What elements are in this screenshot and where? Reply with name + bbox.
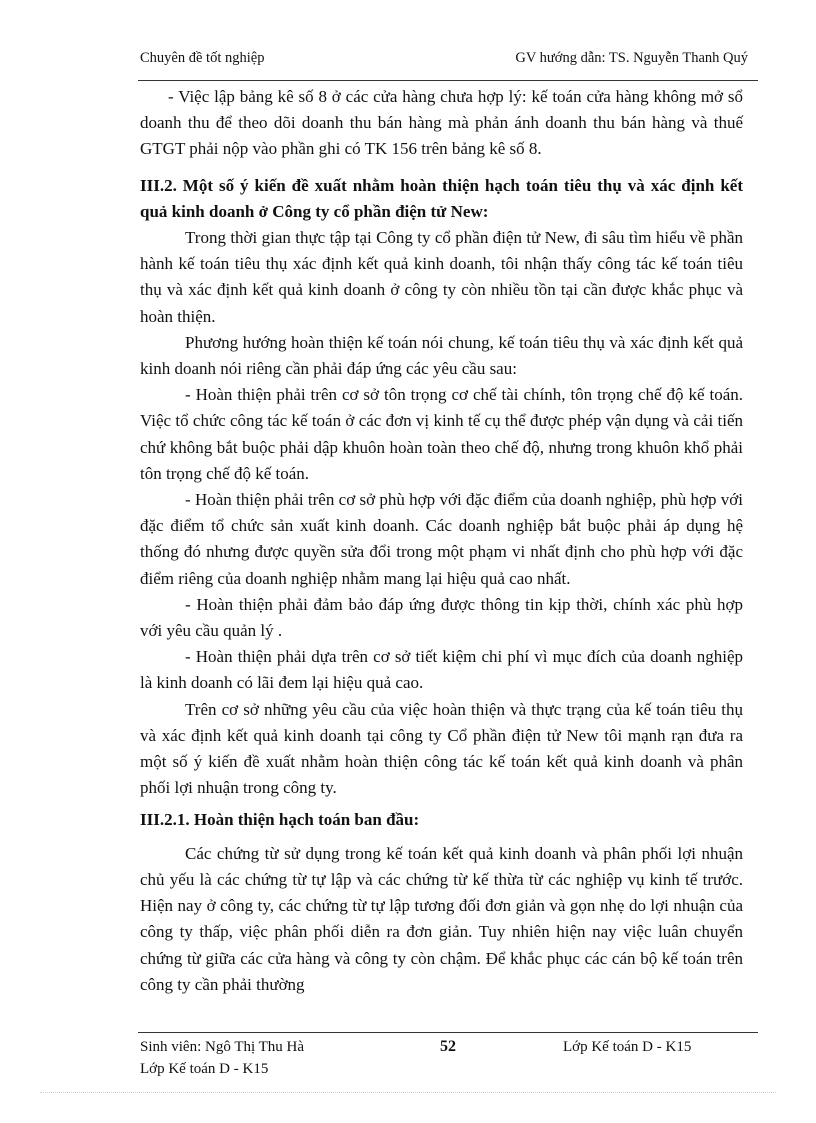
paragraph-direction: Phương hướng hoàn thiện kế toán nói chung, kế toán tiêu thụ và xác định kết quả kinh doanh nói riêng cần phải đáp ứng các yêu cầu sau: — [140, 332, 743, 379]
page-number: 52 — [440, 1038, 456, 1055]
paragraph-proposal: Trên cơ sở những yêu cầu của việc hoàn thiện và thực trạng của kế toán tiêu thụ và xác định kết quả kinh doanh tại công ty Cổ phần điện tử New tôi mạnh rạn đưa ra một số ý kiến đề xuất nhằm hoàn thiện công tác kế toán kết quả kinh doanh và phân phối lợi nhuận trong công ty. — [140, 699, 743, 798]
page-header — [140, 50, 758, 70]
footer-rule — [138, 1032, 758, 1033]
section-heading-iii-2: III.2. Một số ý kiến đề xuất nhằm hoàn thiện hạch toán tiêu thụ và xác định kết quả kinh doanh ở Công ty cổ phần điện tử New: — [140, 175, 743, 221]
header-advisor: GV hướng dẫn: TS. Nguyễn Thanh Quý — [515, 50, 748, 66]
page-bottom-dotted-line — [40, 1092, 776, 1093]
paragraph-requirement-4: - Hoàn thiện phải dựa trên cơ sở tiết kiệm chi phí vì mục đích của doanh nghiệp là kinh doanh có lãi đem lại hiệu quả cao. — [140, 647, 743, 693]
header-rule — [138, 80, 758, 81]
footer-student-name: Sinh viên: Ngô Thị Thu Hà — [140, 1039, 305, 1055]
paragraph-requirement-1: - Hoàn thiện phải trên cơ sở tôn trọng cơ chế tài chính, tôn trọng chế độ kế toán. Việc tổ chức công tác kế toán ở các đơn vị kinh tế cụ thể được phép vận dụng và cải tiến chứ không bắt buộc phải dập khuôn hoàn toàn theo chế độ, nhưng trong khuôn khổ phải tôn trọng chế độ kế toán. — [140, 385, 743, 483]
paragraph-bang-ke: - Việc lập bảng kê số 8 ở các cửa hàng chưa hợp lý: kế toán cửa hàng không mở sổ doanh thu để theo dõi doanh thu bán hàng mà phản ánh doanh thu bán hàng và thuế GTGT phải nộp vào phần ghi có TK 156 trên bảng kê số 8. — [140, 87, 743, 159]
footer-class-right: Lớp Kế toán D - K15 — [563, 1039, 692, 1055]
header-thesis-title: Chuyên đề tốt nghiệp — [140, 50, 265, 66]
paragraph-intro: Trong thời gian thực tập tại Công ty cổ phần điện tử New, đi sâu tìm hiểu về phần hành kế toán tiêu thụ xác định kết quả kinh doanh, tôi nhận thấy công tác kế toán tiêu thụ và xác định kết quả kinh doanh ở công ty còn nhiều tồn tại cần được khắc phục và hoàn thiện. — [140, 228, 743, 326]
paragraph-requirement-2: - Hoàn thiện phải trên cơ sở phù hợp với đặc điểm của doanh nghiệp, phù hợp với đặc điểm tổ chức sản xuất kinh doanh. Các doanh nghiệp bắt buộc phải áp dụng hệ thống đó nhưng được quyền sửa đổi trong một phạm vi nhất định cho phù hợp với đặc điểm riêng của doanh nghiệp nhằm mang lại hiệu quả cao nhất. — [140, 490, 743, 588]
section-heading-iii-2-1: III.2.1. Hoàn thiện hạch toán ban đầu: — [140, 810, 420, 830]
paragraph-requirement-3: - Hoàn thiện phải đảm bảo đáp ứng được thông tin kịp thời, chính xác phù hợp với yêu cầu quản lý . — [140, 594, 743, 641]
paragraph-documents: Các chứng từ sử dụng trong kế toán kết quả kinh doanh và phân phối lợi nhuận chủ yếu là các chứng từ tự lập và các chứng từ kế thừa từ các nghiệp vụ kinh tế trước. Hiện nay ở công ty, các chứng từ tự lập tương đối đơn giản và gọn nhẹ do lợi nhuận của công ty thấp, việc phân phối diễn ra đơn giản. Tuy nhiên hiện nay việc luân chuyển chứng từ giữa các cửa hàng và công ty còn chậm. Để khắc phục các cán bộ kế toán trên công ty cần phải thường — [140, 843, 743, 994]
footer-class-left: Lớp Kế toán D - K15 — [140, 1061, 269, 1077]
page-body — [140, 84, 743, 998]
